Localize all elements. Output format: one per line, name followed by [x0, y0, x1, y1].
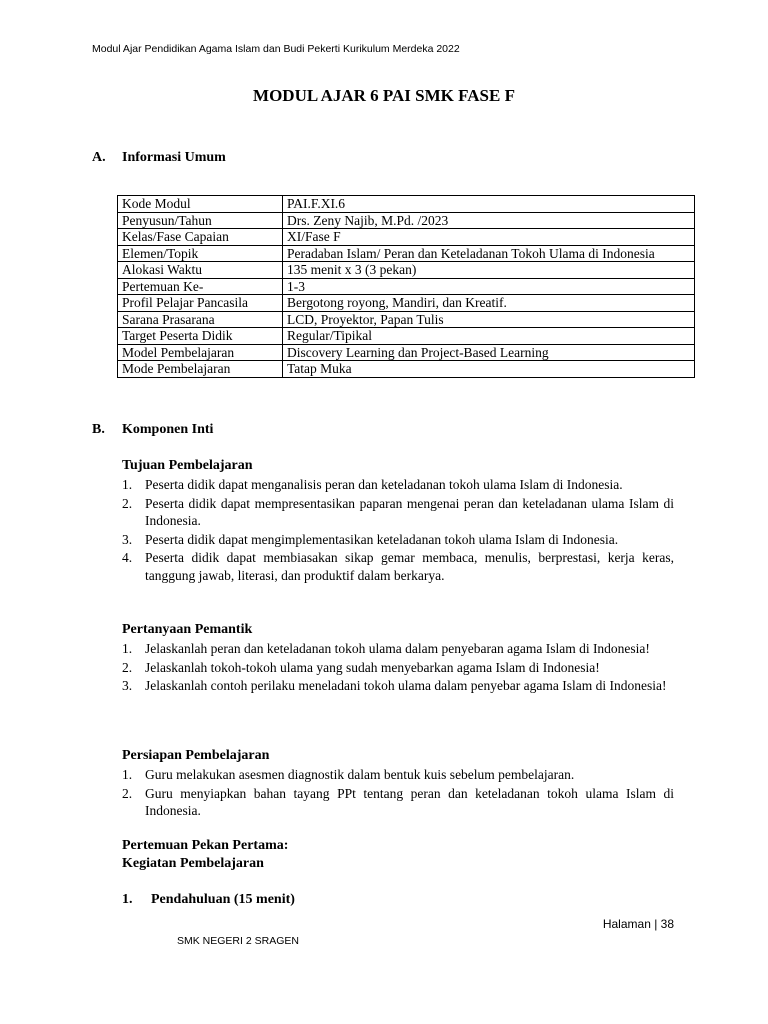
info-table-row: [118, 212, 695, 229]
list-item-number: 1.: [122, 477, 133, 492]
list-item-text: Peserta didik dapat mengimplementasikan keteladanan tokoh ulama Islam di Indonesia.: [145, 531, 619, 547]
list-item-number: 2.: [122, 659, 133, 675]
info-value-cell: 1-3: [283, 278, 695, 295]
section-a-heading: [0, 150, 768, 168]
info-value-cell: XI/Fase F: [283, 229, 695, 246]
info-value-cell: Regular/Tipikal: [283, 328, 695, 345]
list-item-text: Peserta didik dapat membiasakan sikap gemar membaca, menulis, berprestasi, kerja keras, tanggung jawab, literasi, dan produktif dalam berkarya.: [145, 550, 674, 583]
list-item: [122, 495, 674, 530]
list-item: [122, 766, 674, 784]
info-table: [117, 195, 695, 378]
list-item: [122, 677, 674, 695]
pendahuluan-number: 1.: [122, 892, 133, 907]
info-key-cell: Kode Modul: [118, 196, 283, 213]
list-item-number: 2.: [122, 785, 133, 801]
info-key-cell: Elemen/Topik: [118, 245, 283, 262]
list-item-text: Peserta didik dapat menganalisis peran dan keteladanan tokoh ulama Islam di Indonesia.: [145, 477, 623, 492]
info-value-cell: Discovery Learning dan Project-Based Learning: [283, 344, 695, 361]
kegiatan-heading: Kegiatan Pembelajaran: [122, 856, 264, 871]
info-table-row: [118, 311, 695, 328]
info-value-cell: Drs. Zeny Najib, M.Pd. /2023: [283, 212, 695, 229]
list-item-text: Jelaskanlah tokoh-tokoh ulama yang sudah menyebarkan agama Islam di Indonesia!: [145, 659, 600, 675]
info-value-cell: LCD, Proyektor, Papan Tulis: [283, 311, 695, 328]
list-item-text: Guru menyiapkan bahan tayang PPt tentang peran dan keteladanan tokoh ulama Islam di Indonesia.: [145, 785, 674, 818]
info-key-cell: Mode Pembelajaran: [118, 361, 283, 378]
info-value-cell: Peradaban Islam/ Peran dan Keteladanan Tokoh Ulama di Indonesia: [283, 245, 695, 262]
list-item-text: Jelaskanlah peran dan keteladanan tokoh ulama dalam penyebaran agama Islam di Indonesia!: [145, 641, 650, 656]
info-table-row: [118, 245, 695, 262]
pendahuluan-heading: [122, 892, 295, 908]
list-item-text: Peserta didik dapat mempresentasikan paparan mengenai peran dan keteladanan ulama Islam di Indonesia.: [145, 495, 674, 528]
list-item-number: 3.: [122, 531, 133, 547]
info-key-cell: Pertemuan Ke-: [118, 278, 283, 295]
persiapan-heading: Persiapan Pembelajaran: [122, 748, 270, 763]
list-item: [122, 549, 674, 584]
tujuan-list: [122, 476, 674, 585]
list-item-number: 1.: [122, 767, 133, 782]
section-b-letter: B.: [92, 422, 105, 437]
list-item-number: 4.: [122, 550, 133, 565]
info-key-cell: Alokasi Waktu: [118, 262, 283, 279]
tujuan-heading: Tujuan Pembelajaran: [122, 458, 253, 473]
list-item-number: 1.: [122, 641, 133, 656]
info-key-cell: Sarana Prasarana: [118, 311, 283, 328]
section-a-letter: A.: [92, 150, 106, 165]
footer-school: SMK NEGERI 2 SRAGEN: [177, 935, 299, 947]
list-item-text: Guru melakukan asesmen diagnostik dalam bentuk kuis sebelum pembelajaran.: [145, 767, 575, 782]
info-table-row: [118, 229, 695, 246]
running-header: Modul Ajar Pendidikan Agama Islam dan Budi Pekerti Kurikulum Merdeka 2022: [92, 43, 460, 55]
pendahuluan-text: Pendahuluan (15 menit): [151, 892, 295, 907]
page-number: Halaman | 38: [602, 917, 674, 931]
section-b-heading: [0, 422, 768, 440]
info-table-row: [118, 278, 695, 295]
list-item: [122, 659, 674, 677]
info-key-cell: Kelas/Fase Capaian: [118, 229, 283, 246]
info-table-row: [118, 344, 695, 361]
info-value-cell: Tatap Muka: [283, 361, 695, 378]
list-item-text: Jelaskanlah contoh perilaku meneladani tokoh ulama dalam penyebar agama Islam di Indonesia!: [145, 678, 667, 693]
list-item: [122, 640, 674, 658]
info-value-cell: 135 menit x 3 (3 pekan): [283, 262, 695, 279]
list-item-number: 3.: [122, 678, 133, 693]
info-key-cell: Penyusun/Tahun: [118, 212, 283, 229]
info-table-row: [118, 328, 695, 345]
section-a-title: Informasi Umum: [122, 150, 226, 165]
list-item: [122, 531, 674, 549]
info-key-cell: Target Peserta Didik: [118, 328, 283, 345]
info-value-cell: Bergotong royong, Mandiri, dan Kreatif.: [283, 295, 695, 312]
document-title: MODUL AJAR 6 PAI SMK FASE F: [253, 86, 515, 105]
section-b-title: Komponen Inti: [122, 422, 214, 437]
pertemuan-heading: Pertemuan Pekan Pertama:: [122, 838, 289, 853]
info-table-row: [118, 361, 695, 378]
info-table-row: [118, 262, 695, 279]
info-table-row: [118, 196, 695, 213]
info-table-row: [118, 295, 695, 312]
pemantik-heading: Pertanyaan Pemantik: [122, 622, 253, 637]
list-item: [122, 476, 674, 494]
info-key-cell: Profil Pelajar Pancasila: [118, 295, 283, 312]
info-key-cell: Model Pembelajaran: [118, 344, 283, 361]
list-item-number: 2.: [122, 495, 133, 511]
persiapan-list: [122, 766, 674, 821]
list-item: [122, 785, 674, 820]
info-value-cell: PAI.F.XI.6: [283, 196, 695, 213]
pemantik-list: [122, 640, 674, 696]
